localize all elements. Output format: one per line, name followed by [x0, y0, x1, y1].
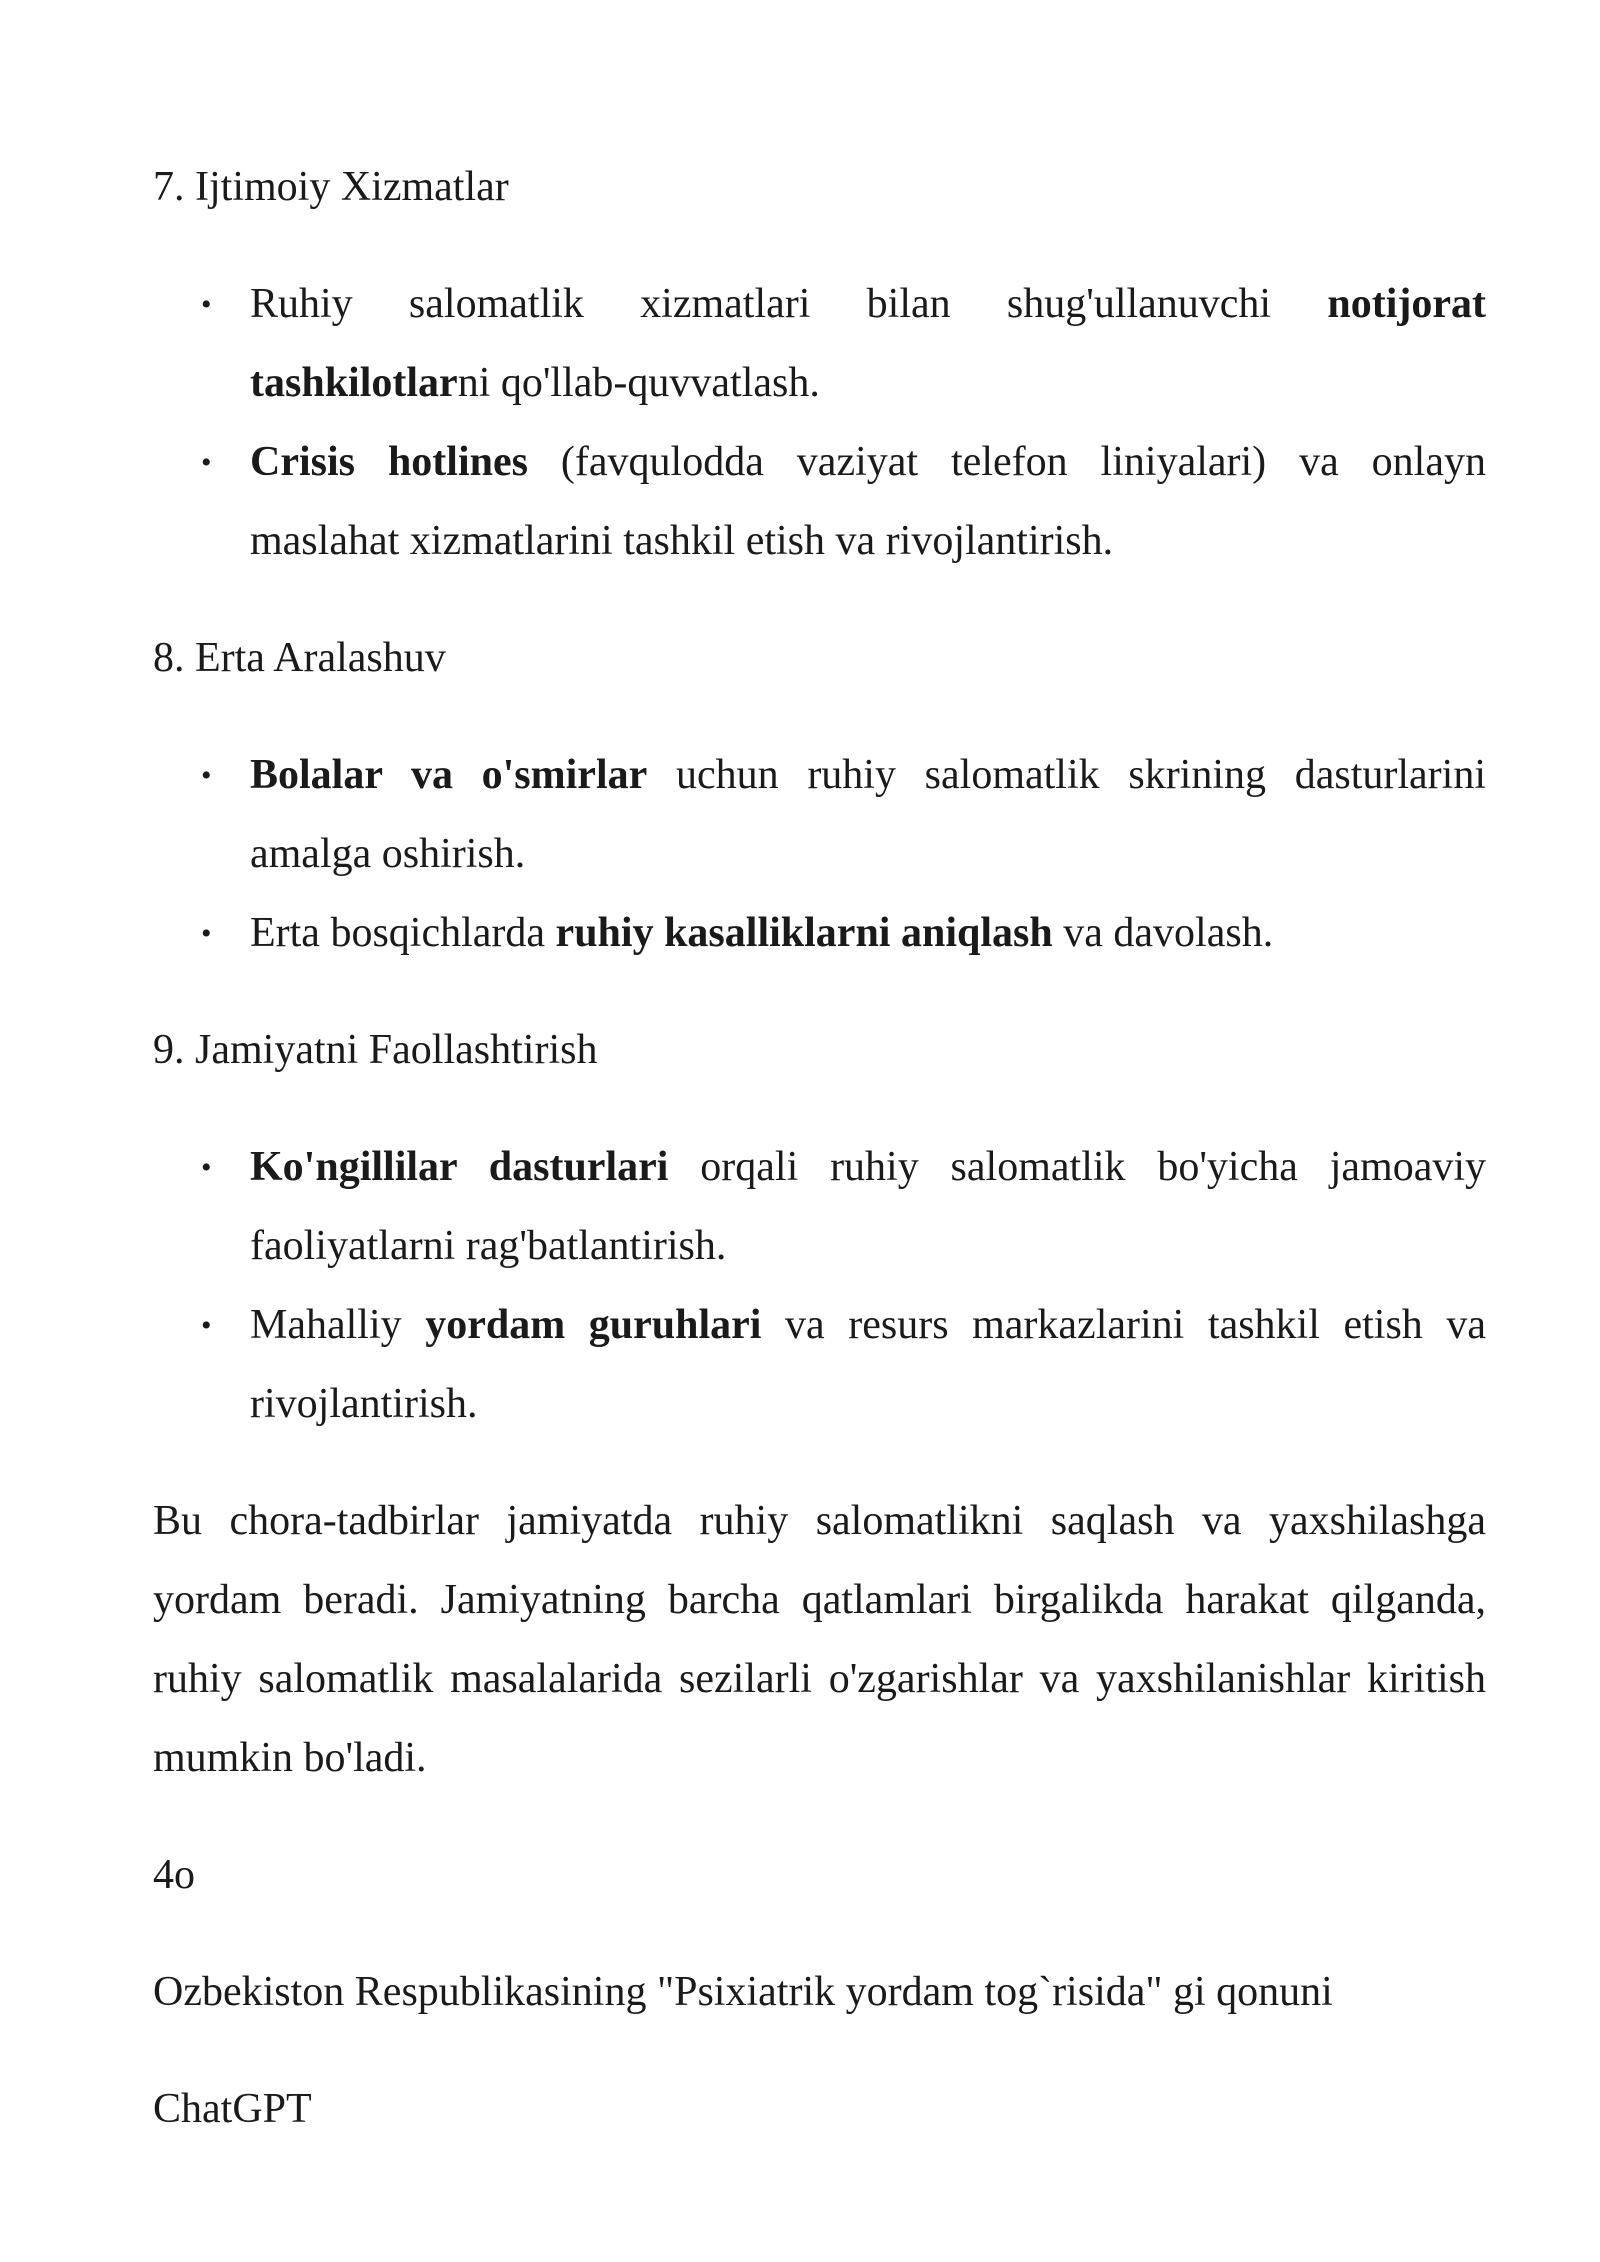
section-jamiyatni-faollashtirish: [153, 1011, 1486, 1444]
list-item: [153, 423, 1486, 581]
item-bold-text: Ko'ngillilar dasturlari: [250, 1144, 669, 1190]
item-bold-text: notijorat tashkilotlar: [250, 281, 1486, 406]
item-text: va davolash.: [1052, 910, 1274, 956]
item-text: va resurs markazlarini tashkil etish va rivojlantirish.: [250, 1302, 1486, 1427]
bullet-icon: •: [201, 759, 212, 792]
list-item: [153, 1128, 1486, 1286]
item-text: Mahalliy: [250, 1302, 426, 1348]
user-question: Ozbekiston Respublikasining "Psixiatrik yordam tog`risida" gi qonuni: [153, 1969, 1333, 2015]
document-page: [153, 148, 1486, 2187]
item-bold-text: yordam guruhlari: [425, 1302, 762, 1348]
section-heading: 8. Erta Aralashuv: [153, 635, 446, 681]
section-heading: 7. Ijtimoiy Xizmatlar: [153, 164, 509, 210]
bullet-icon: •: [201, 1309, 212, 1342]
list-item: [153, 736, 1486, 894]
item-bold-text: ruhiy kasalliklarni aniqlash: [555, 910, 1053, 956]
bullet-list: [153, 265, 1486, 581]
section-ijtimoiy-xizmatlar: [153, 148, 1486, 581]
item-bold-text: Crisis hotlines: [250, 439, 528, 485]
item-text: Erta bosqichlarda: [250, 910, 556, 956]
item-text: ni qo'llab-quvvatlash.: [457, 360, 820, 406]
list-item: [153, 894, 1486, 973]
model-label: 4o: [153, 1852, 195, 1898]
conclusion-paragraph: Bu chora-tadbirlar jamiyatda ruhiy salomatlikni saqlash va yaxshilashga yordam beradi. Jamiyatning barcha qatlamlari birgalikda harakat qilganda, ruhiy salomatlik masalalarida sezilarli o'zgarishlar va yaxshilanishlar kiritish mumkin bo'ladi.: [153, 1498, 1486, 1781]
list-item: [153, 265, 1486, 423]
footer-label: ChatGPT: [153, 2086, 312, 2132]
bullet-list: [153, 1128, 1486, 1444]
bullet-icon: •: [201, 288, 212, 321]
section-heading: 9. Jamiyatni Faollashtirish: [153, 1027, 598, 1073]
bullet-icon: •: [201, 917, 212, 950]
bullet-icon: •: [201, 1151, 212, 1184]
item-bold-text: Bolalar va o'smirlar: [250, 752, 648, 798]
bullet-list: [153, 736, 1486, 973]
list-item: [153, 1286, 1486, 1444]
item-text: uchun ruhiy salomatlik skrining dasturlarini amalga oshirish.: [250, 752, 1486, 877]
item-text: orqali ruhiy salomatlik bo'yicha jamoaviy faoliyatlarni rag'batlantirish.: [250, 1144, 1487, 1269]
bullet-icon: •: [201, 446, 212, 479]
item-text: Ruhiy salomatlik xizmatlari bilan shug'ullanuvchi: [250, 281, 1328, 327]
section-erta-aralashuv: [153, 619, 1486, 973]
item-text: (favqulodda vaziyat telefon liniyalari) va onlayn maslahat xizmatlarini tashkil etish va rivojlantirish.: [250, 439, 1486, 564]
